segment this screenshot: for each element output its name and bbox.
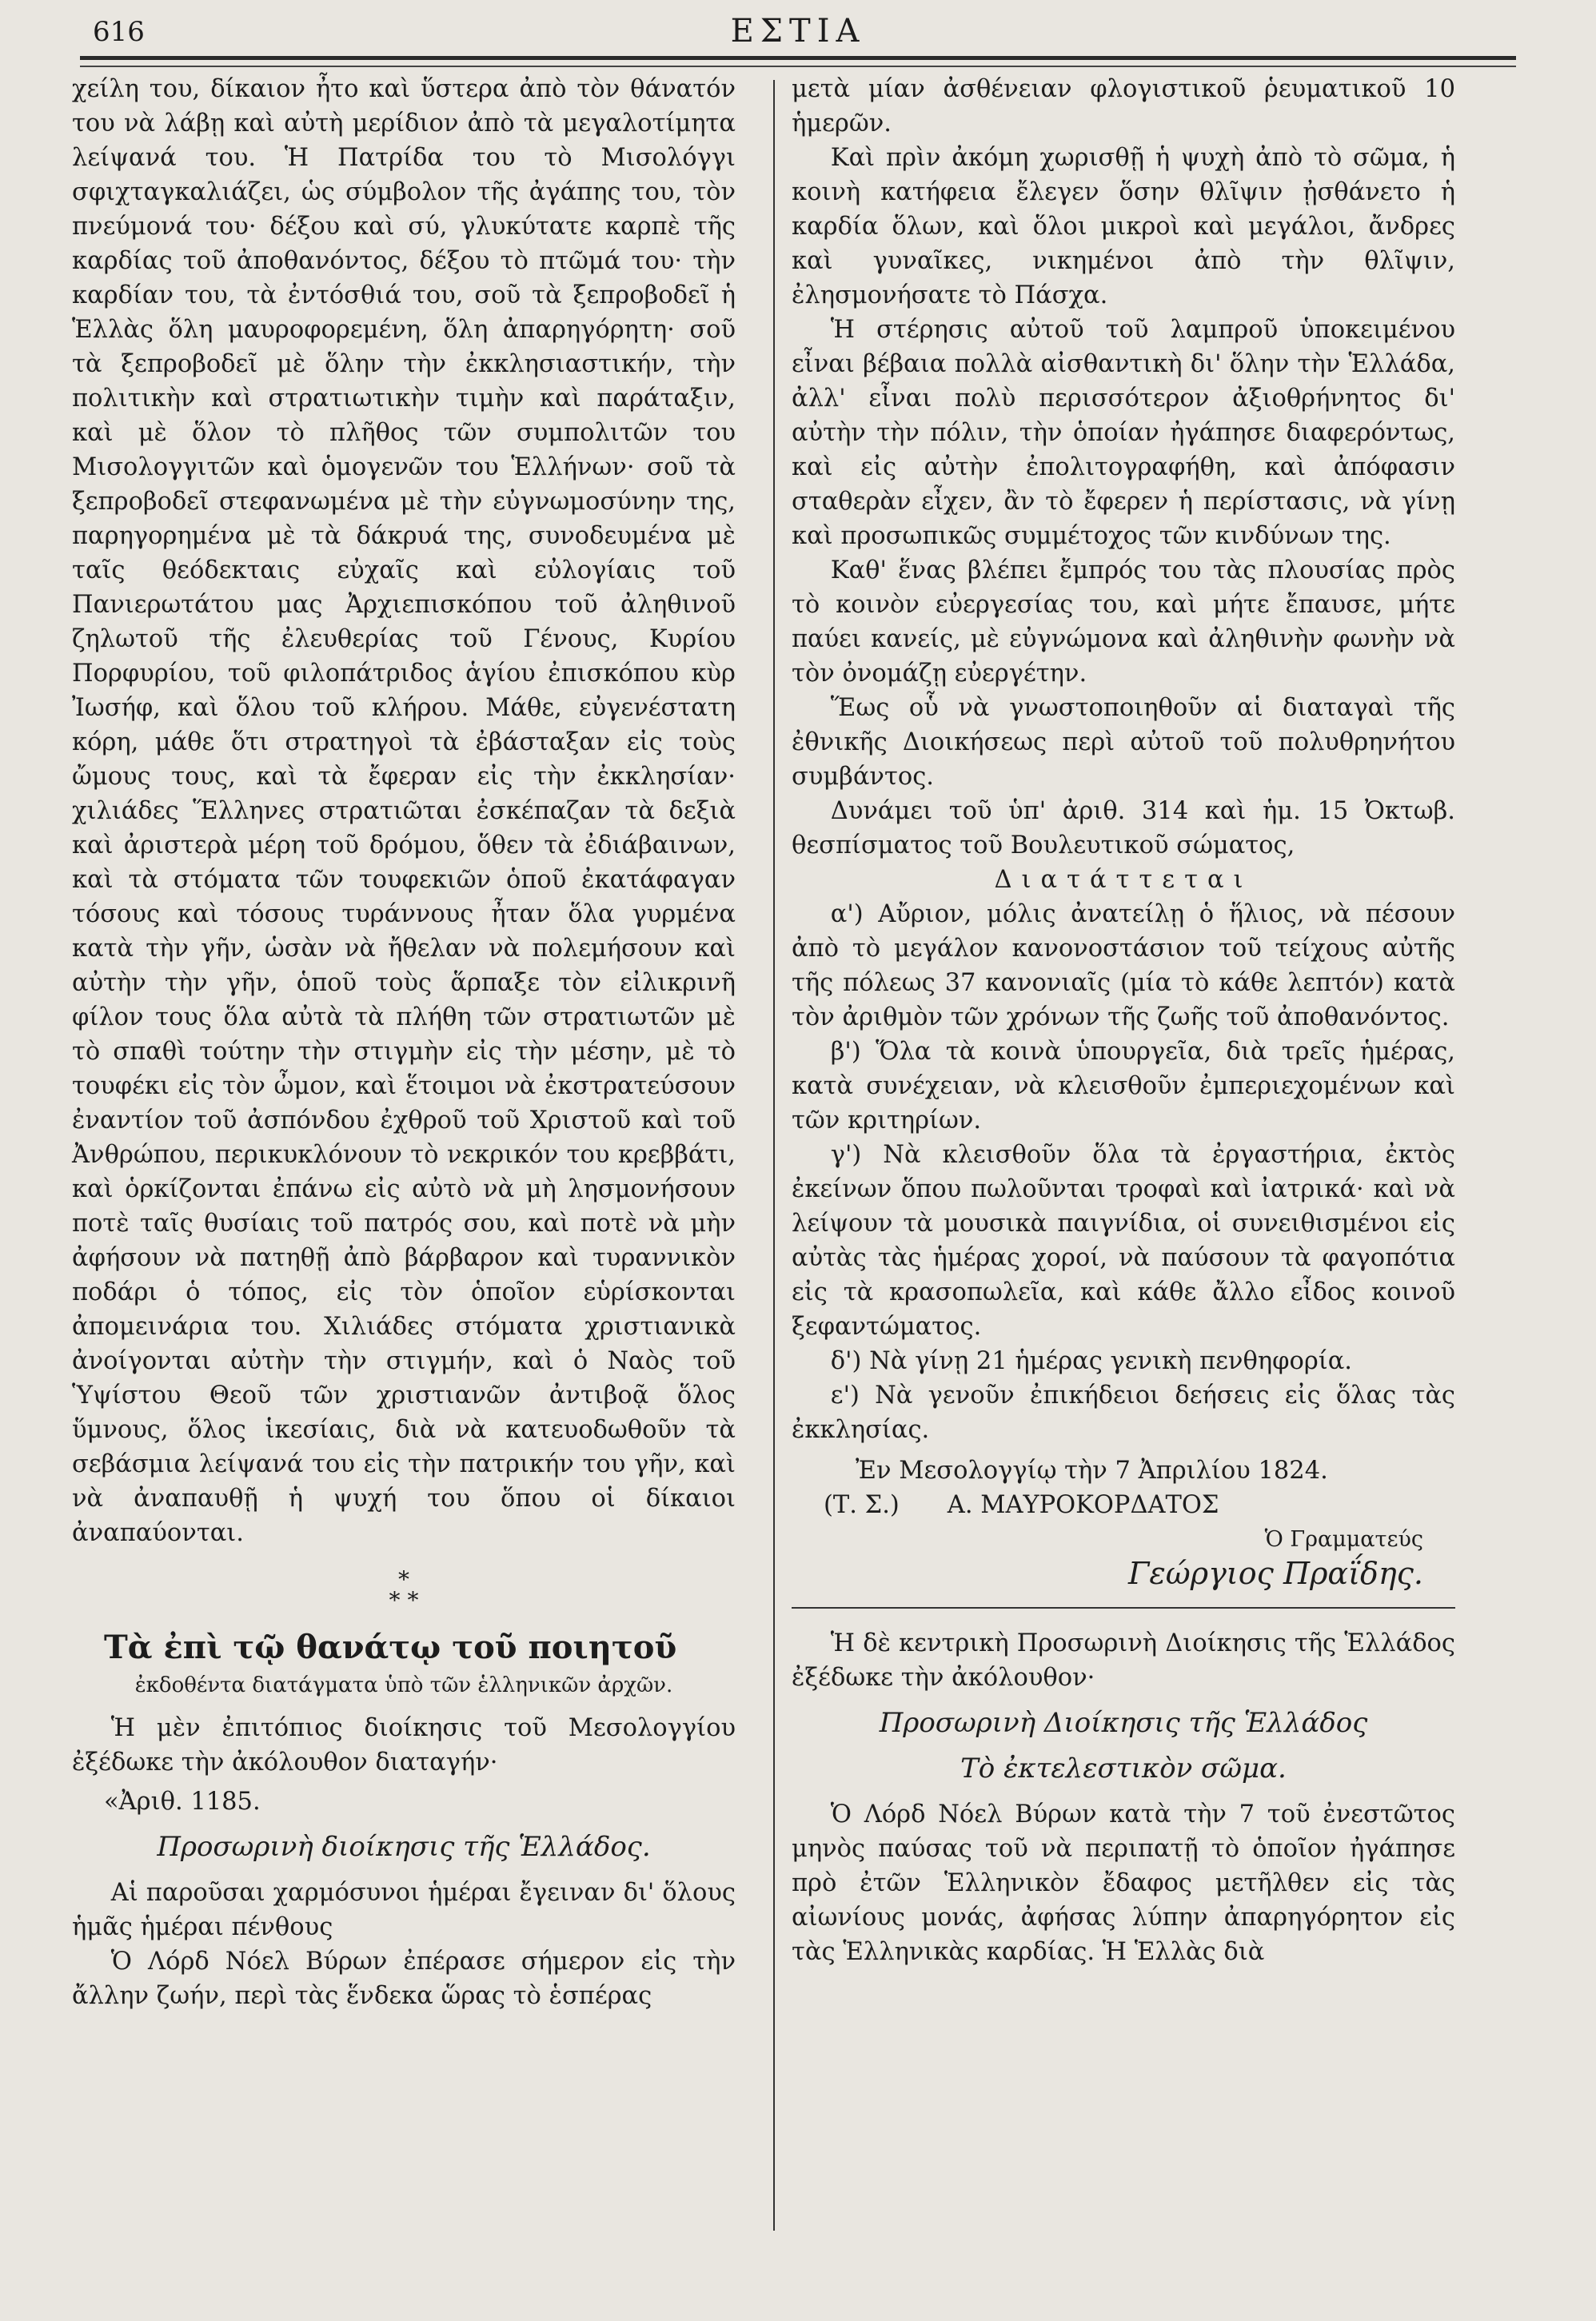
- decree-item-d: δ') Νὰ γίνῃ 21 ἡμέρας γενικὴ πενθηφορία.: [830, 1347, 1353, 1375]
- ornament-stars-bottom: * *: [389, 1587, 419, 1613]
- right-paragraph-8: Ὁ Λόρδ Νόελ Βύρων κατὰ τὴν 7 τοῦ ἐνεστῶτος μηνὸς παύσας τοῦ νὰ περιπατῇ τὸ ὁποῖον ἠγάπησε πρὸ ἐτῶν Ἑλληνικὸν ἔδαφος μετῆλθεν εἰς τὰς αἰωνίους μονάς, ἀφήσας λύπην ἀπαρηγόρητον εἰς τὰς Ἑλληνικὰς καρδίας. Ἡ Ἑλλὰς διὰ: [792, 1801, 1455, 1966]
- secretary-name: Γεώργιος Πραΐδης.: [1128, 1556, 1423, 1591]
- decree-item-e: ε') Νὰ γενοῦν ἐπικήδειοι δεήσεις εἰς ὅλας τὰς ἐκκλησίας.: [792, 1382, 1455, 1444]
- decree-number: «Ἀριθ. 1185.: [104, 1788, 261, 1816]
- decree-item-c: γ') Νὰ κλεισθοῦν ὅλα τὰ ἐργαστήρια, ἐκτὸς ἐκείνων ὅπου πωλοῦνται τροφαὶ καὶ ἰατρικά· καὶ νὰ λείψουν τὰ μουσικὰ παιγνίδια, οἱ συνειθισμένοι εἰς αὐτὰς τὰς ἡμέρας χοροί, νὰ παύσουν τὰ φαγοπότια εἰς τὰ κρασοπωλεῖα, καὶ κάθε ἄλλο εἶδος κοινοῦ ξεφαντώματος.: [792, 1141, 1455, 1341]
- decree-date: Ἐν Μεσολογγίῳ τὴν 7 Ἀπριλίου 1824.: [856, 1457, 1328, 1485]
- right-paragraph-4: Καθ' ἕνας βλέπει ἔμπρός του τὰς πλουσίας πρὸς τὸ κοινὸν εὐεργεσίας του, καὶ μήτε ἔπαυσε, μήτε παύει κανείς, μὲ εὐγνώμονα καὶ ἀληθινὴν φωνὴν νὰ τὸν ὀνομάζῃ εὐεργέτην.: [792, 556, 1455, 688]
- right-paragraph-6: Δυνάμει τοῦ ὑπ' ἀριθ. 314 καὶ ἡμ. 15 Ὀκτωβ. θεσπίσματος τοῦ Βουλευτικοῦ σώματος,: [792, 797, 1455, 859]
- right-paragraph-7: Ἡ δὲ κεντρικὴ Προσωρινὴ Διοίκησις τῆς Ἑλλάδος ἐξέδωκε τὴν ἀκόλουθον·: [792, 1629, 1455, 1692]
- section-heading: Τὰ ἐπὶ τῷ θανάτῳ τοῦ ποιητοῦ: [104, 1629, 677, 1666]
- page-number: 616: [93, 16, 145, 48]
- decree-item-b: β') Ὅλα τὰ κοινὰ ὑπουργεῖα, διὰ τρεῖς ἡμέρας, κατὰ συνέχειαν, νὰ κλεισθοῦν ἐμπεριεχομένων καὶ τῶν κριτηρίων.: [792, 1038, 1455, 1135]
- right-paragraph-3: Ἡ στέρησις αὐτοῦ τοῦ λαμπροῦ ὑποκειμένου εἶναι βέβαια πολλὰ αἰσθαντικὴ δι' ὅλην τὴν Ἑλλάδα, ἀλλ' εἶναι πολὺ περισσότερον ἀξιοθρήνητος δι' αὐτὴν τὴν πόλιν, τὴν ὁποίαν ἠγάπησε διαφερόντως, καὶ εἰς αὐτὴν ἐπολιτογραφήθη, καὶ ἀπόφασιν σταθερὰν εἶχεν, ἂν τὸ ἔφερεν ἡ περίστασις, νὰ γίνῃ καὶ προσωπικῶς συμμέτοχος τῶν κινδύνων της.: [792, 316, 1455, 550]
- decree-item-a: α') Αὔριον, μόλις ἀνατείλῃ ὁ ἥλιος, νὰ πέσουν ἀπὸ τὸ μεγάλον κανονοστάσιον τοῦ τείχους αὐτῆς τῆς πόλεως 37 κανονιαῖς (μία τὸ κάθε λεπτόν) κατὰ τὸν ἀριθμὸν τῶν χρόνων τῆς ζωῆς τοῦ ἀποθανόντος.: [792, 900, 1455, 1031]
- government-title-2: Προσωρινὴ Διοίκησις τῆς Ἑλλάδος: [879, 1707, 1368, 1739]
- signature-line: [824, 1488, 1455, 1522]
- left-paragraph-3: Αἱ παροῦσαι χαρμόσυνοι ἡμέραι ἔγειναν δι' ὅλους ἡμᾶς ἡμέραι πένθους: [72, 1879, 736, 1941]
- section-divider: [792, 1607, 1455, 1609]
- government-title-3: Τὸ ἐκτελεστικὸν σῶμα.: [960, 1753, 1287, 1785]
- right-paragraph-1: μετὰ μίαν ἀσθένειαν φλογιστικοῦ ῥευματικοῦ 10 ἡμερῶν.: [792, 75, 1455, 138]
- left-paragraph-4: Ὁ Λόρδ Νόελ Βύρων ἐπέρασε σήμερον εἰς τὴν ἄλλην ζωήν, περὶ τὰς ἕνδεκα ὥρας τὸ ἑσπέρας: [72, 1948, 736, 2010]
- column-divider: [773, 80, 775, 2231]
- ornament-stars-top: *: [398, 1566, 409, 1593]
- section-subheading: ἐκδοθέντα διατάγματα ὑπὸ τῶν ἑλληνικῶν ἀρχῶν.: [134, 1673, 673, 1697]
- header-rule-thick: [80, 56, 1516, 60]
- left-paragraph-2: Ἡ μὲν ἐπιτόπιος διοίκησις τοῦ Μεσολογγίου ἐξέδωκε τὴν ἀκόλουθον διαταγήν·: [72, 1714, 736, 1777]
- left-paragraph-1: χείλη του, δίκαιον ἦτο καὶ ὕστερα ἀπὸ τὸν θάνατόν του νὰ λάβῃ καὶ αὐτὴ μερίδιον ἀπὸ τὰ μεγαλοτίμητα λείψανά του. Ἡ Πατρίδα του τὸ Μισολόγγι σφιχταγκαλιάζει, ὡς σύμβολον τῆς ἀγάπης του, τὸν πνεύμονά του· δέξου καὶ σύ, γλυκύτατε καρπὲ τῆς καρδίας τοῦ ἀποθανόντος, δέξου τὸ πτῶμά του· τὴν καρδίαν του, τὰ ἐντόσθιά του, σοῦ τὰ ξεπροβοδεῖ ἡ Ἑλλὰς ὅλη μαυροφορεμένη, ὅλη ἀπαρηγόρητη· σοῦ τὰ ξεπροβοδεῖ μὲ ὅλην τὴν ἐκκλησιαστικήν, τὴν πολιτικὴν καὶ στρατιωτικὴν τιμὴν καὶ παράταξιν, καὶ μὲ ὅλον τὸ πλῆθος τῶν συμπολιτῶν του Μισολογγιτῶν καὶ ὁμογενῶν του Ἑλλήνων· σοῦ τὰ ξεπροβοδεῖ στεφανωμένα μὲ τὴν εὐγνωμοσύνην της, παρηγορημένα μὲ τὰ δάκρυά της, συνοδευμένα μὲ ταῖς θεόδεκταις εὐχαῖς καὶ εὐλογίαις τοῦ Πανιερωτάτου μας Ἀρχιεπισκόπου τοῦ ἀληθινοῦ ζηλωτοῦ τῆς ἐλευθερίας τοῦ Γένους, Κυρίου Πορφυρίου, τοῦ φιλοπάτριδος ἁγίου ἐπισκόπου κὺρ Ἰωσήφ, καὶ ὅλου τοῦ κλήρου. Μάθε, εὐγενέστατη κόρη, μάθε ὅτι στρατηγοὶ τὰ ἐβάσταξαν εἰς τοὺς ὤμους τους, καὶ τὰ ἔφεραν εἰς τὴν ἐκκλησίαν· χιλιάδες Ἕλληνες στρατιῶται ἐσκέπαζαν τὰ δεξιὰ καὶ ἀριστερὰ μέρη τοῦ δρόμου, ὅθεν τὰ ἐδιάβαινων, καὶ τὰ στόματα τῶν τουφεκιῶν ὁποῦ ἐκατάφαγαν τόσους καὶ τόσους τυράννους ἦταν ὅλα γυρμένα κατὰ τὴν γῆν, ὡσὰν νὰ ἤθελαν νὰ πολεμήσουν καὶ αὐτὴν τὴν γῆν, ὁποῦ τοὺς ἅρπαξε τὸν εἰλικρινῆ φίλον τους ὅλα αὐτὰ τὰ πλήθη τῶν στρατιωτῶν μὲ τὸ σπαθὶ τούτην τὴν στιγμὴν εἰς τὴν μέσην, μὲ τὸ τουφέκι εἰς τὸν ὦμον, καὶ ἕτοιμοι νὰ ἐκστρατεύσουν ἐναντίον τοῦ ἀσπόνδου ἐχθροῦ τοῦ Χριστοῦ καὶ τοῦ Ἀνθρώπου, περικυκλόνουν τὸ νεκρικόν του κρεββάτι, καὶ ὁρκίζονται ἐπάνω εἰς αὐτὸ νὰ μὴ λησμονήσουν ποτὲ ταῖς θυσίαις τοῦ πατρός σου, καὶ ποτὲ νὰ μὴν ἀφήσουν νὰ πατηθῇ ἀπὸ βάρβαρον καὶ τυραννικὸν ποδάρι ὁ τόπος, εἰς τὸν ὁποῖον εὑρίσκονται ἀπομεινάρια του. Χιλιάδες στόματα χριστιανικὰ ἀνοίγονται αὐτὴν τὴν στιγμήν, καὶ ὁ Ναὸς τοῦ Ὑψίστου Θεοῦ τῶν χριστιανῶν ἀντιβοᾷ ὅλος ὕμνους, ὅλος ἱκεσίαις, διὰ νὰ κατευοδωθοῦν τὰ σεβάσμια λείψανά του εἰς τὴν πατρικήν του γῆν, καὶ νὰ ἀναπαυθῇ ἡ ψυχή του ὅπου οἱ δίκαιοι ἀναπαύονται.: [72, 75, 736, 1547]
- right-column: [792, 72, 1455, 1969]
- secretary-title: Ὁ Γραμματεύς: [1264, 1527, 1423, 1552]
- right-paragraph-5: Ἕως οὗ νὰ γνωστοποιηθοῦν αἱ διαταγαὶ τῆς ἐθνικῆς Διοικήσεως περὶ αὐτοῦ τοῦ πολυθρηνήτου συμβάντος.: [792, 694, 1455, 791]
- journal-title: ΕΣΤΙΑ: [730, 13, 866, 50]
- signatory-name: Α. ΜΑΥΡΟΚΟΡΔΑΤΟΣ: [947, 1491, 1219, 1519]
- left-column: [72, 72, 736, 2013]
- government-title: Προσωρινὴ διοίκησις τῆς Ἑλλάδος.: [157, 1831, 651, 1863]
- header-rule-thin: [80, 66, 1516, 67]
- seal-mark: (Τ. Σ.): [824, 1491, 900, 1519]
- right-paragraph-2: Καὶ πρὶν ἀκόμη χωρισθῇ ἡ ψυχὴ ἀπὸ τὸ σῶμα, ἡ κοινὴ κατήφεια ἔλεγεν ὅσην θλῖψιν ᾐσθάνετο ἡ καρδία ὅλων, καὶ ὅλοι μικροὶ καὶ μεγάλοι, ἄνδρες καὶ γυναῖκες, νικημένοι ἀπὸ τὴν θλῖψιν, ἐλησμονήσατε τὸ Πάσχα.: [792, 144, 1455, 309]
- decree-heading: Διατάττεται: [994, 866, 1253, 894]
- page-header: [80, 11, 1516, 51]
